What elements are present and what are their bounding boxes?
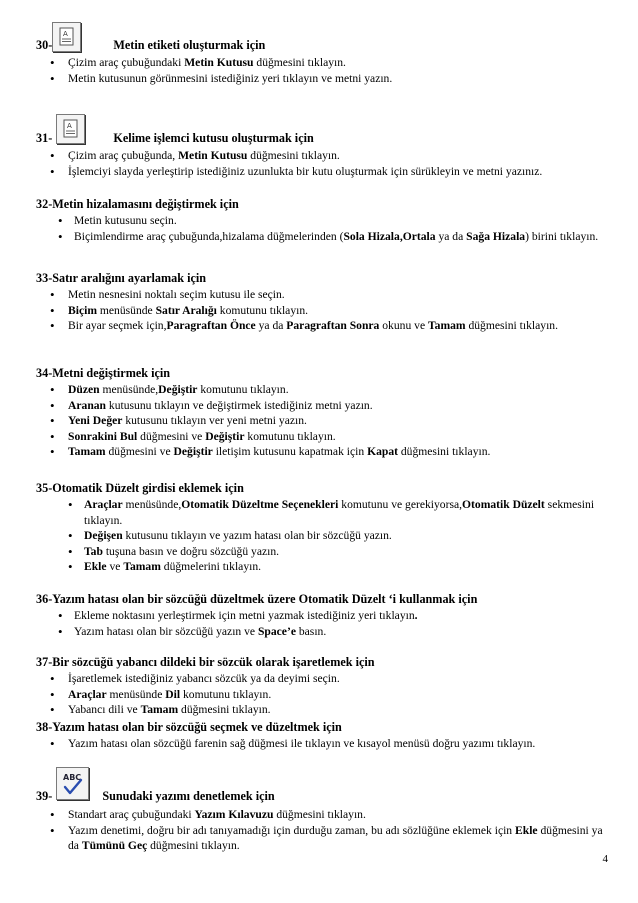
section-number: 30- (36, 38, 53, 52)
text-run: Metin kutusunu seçin. (74, 214, 177, 227)
list-item (36, 687, 608, 703)
step-list (36, 608, 608, 639)
text-run: komutunu ve gerekiyorsa, (338, 498, 463, 511)
list-item (36, 497, 608, 528)
text-run: Metin kutusunun görünmesini istediğiniz yeri tıklayın ve metni yazın. (68, 71, 393, 85)
section-title: Kelime işlemci kutusu oluşturmak için (113, 131, 314, 145)
text-run: menüsünde (106, 687, 166, 701)
step-list (36, 807, 608, 854)
bold-text: . (414, 609, 418, 622)
list-item (36, 413, 608, 429)
text-run: kutusunu tıklayın ve yazım hatası olan bir sözcüğü yazın. (122, 529, 392, 543)
section-title: 37-Bir sözcüğü yabancı dildeki bir sözcük olarak işaretlemek için (36, 655, 375, 669)
section-title: Metin etiketi oluşturmak için (113, 38, 266, 52)
section-title: 34-Metni değiştirmek için (36, 366, 171, 380)
text-run: Çizim araç çubuğundaki (68, 56, 185, 69)
bold-text: Otomatik Düzelt (462, 498, 545, 511)
bold-text: Ekle (515, 823, 538, 837)
text-run: menüsünde, (122, 498, 182, 511)
text-run: ya da (435, 229, 467, 243)
spelling-check-icon (56, 767, 89, 800)
bold-text: Sonrakini Bul (68, 429, 138, 443)
step-list (36, 287, 608, 334)
list-item (36, 55, 608, 71)
text-run: komutunu tıklayın. (180, 687, 272, 701)
section-title: 38-Yazım hatası olan bir sözcüğü seçmek ve düzeltmek için (36, 720, 342, 734)
list-item (36, 398, 608, 414)
text-run: Yazım denetimi, doğru bir adı tanıyamadığı için durduğu zaman, bu adı sözlüğüne eklemek için (68, 823, 516, 837)
bold-text: Biçim (68, 303, 97, 317)
text-run: komutunu tıklayın. (216, 303, 309, 317)
bold-text: Tamam (123, 560, 161, 574)
text-box-icon (56, 114, 85, 144)
bold-text: Paragraftan Önce (166, 319, 256, 333)
bold-text: Tamam (140, 703, 179, 717)
step-list (36, 213, 608, 244)
text-run: sekmesini tıklayın. (84, 498, 595, 527)
svg-text:A: A (67, 122, 72, 130)
text-run: ) birini tıklayın. (525, 229, 599, 243)
section-number: 31- (36, 131, 53, 145)
text-run: ya da (255, 319, 287, 333)
list-item (36, 318, 608, 334)
section-33 (36, 271, 608, 334)
list-item (36, 807, 608, 823)
list-item (36, 559, 608, 575)
text-run: düğmesini ve (105, 445, 174, 459)
section-heading (36, 131, 608, 146)
text-run: Standart araç çubuğundaki (68, 808, 195, 821)
bold-text: Araçlar (68, 687, 107, 701)
text-run: düğmesini tıklayın. (273, 808, 366, 821)
text-run: Yazım hatası olan sözcüğü farenin sağ düğmesi ile tıklayın ve kısayol menüsü doğru yazımı tıklayın. (68, 737, 536, 750)
text-run: iletişim kutusunu kapatmak için (212, 445, 368, 459)
bold-text: Değiştir (205, 429, 245, 443)
bold-text: Sağa Hizala (466, 229, 526, 243)
text-run: Ekleme noktasını yerleştirmek için metni yazmak istediğiniz yeri tıklayın (74, 609, 415, 622)
text-run: düğmesini tıklayın. (465, 319, 558, 333)
text-run: düğmesini tıklayın. (247, 149, 340, 162)
list-item (36, 608, 608, 624)
section-37 (36, 655, 608, 718)
text-run: tuşuna basın ve doğru sözcüğü yazın. (102, 544, 280, 558)
section-30 (36, 30, 608, 86)
step-list (36, 736, 608, 752)
bold-text: Yazım Kılavuzu (194, 808, 274, 821)
section-heading (36, 38, 608, 53)
section-31 (36, 122, 608, 179)
list-item (36, 287, 608, 303)
bold-text: Satır Aralığı (155, 303, 217, 317)
section-title: 33-Satır aralığını ayarlamak için (36, 271, 207, 285)
bold-text: Kapat (367, 445, 398, 459)
text-run: düğmesini ya da (68, 823, 603, 853)
text-box-icon (52, 22, 81, 52)
text-run: basın. (295, 624, 327, 638)
step-list (36, 382, 608, 460)
text-run: okunu ve (379, 319, 428, 333)
bold-text: Araçlar (84, 498, 123, 511)
step-list (36, 55, 608, 86)
text-run: İşaretlemek istediğiniz yabancı sözcük ya da deyimi seçin. (68, 672, 340, 685)
text-run: menüsünde (96, 303, 156, 317)
text-run: kutusunu tıklayın ver yeni metni yazın. (122, 414, 307, 428)
text-run: komutunu tıklayın. (244, 429, 336, 443)
section-32 (36, 197, 608, 244)
step-list (36, 497, 608, 575)
bold-text: Yeni Değer (68, 414, 123, 428)
section-title: 36-Yazım hatası olan bir sözcüğü düzeltmek üzere Otomatik Düzelt ‘i kullanmak için (36, 592, 478, 606)
list-item (36, 71, 608, 87)
text-run: Çizim araç çubuğunda, (68, 149, 179, 162)
text-run: Yazım hatası olan bir sözcüğü yazın ve (74, 624, 258, 638)
text-run: Yabancı dili ve (68, 703, 141, 717)
step-list (36, 671, 608, 718)
bold-text: Tab (84, 544, 103, 558)
list-item (36, 702, 608, 718)
section-title: Sunudaki yazımı denetlemek için (102, 789, 275, 803)
list-item (36, 671, 608, 687)
text-run: ve (106, 560, 124, 574)
bold-text: Tamam (427, 319, 466, 333)
text-run: düğmesini ve (137, 429, 206, 443)
list-item (36, 382, 608, 398)
section-36 (36, 592, 608, 639)
list-item (36, 823, 608, 854)
text-run: kutusunu tıklayın ve değiştirmek istediğiniz metni yazın. (106, 398, 373, 412)
text-run: düğmesini tıklayın. (397, 445, 491, 459)
bold-text: Tümünü Geç (81, 839, 148, 853)
text-run: düğmelerini tıklayın. (160, 560, 262, 574)
section-title: 35-Otomatik Düzelt girdisi eklemek için (36, 481, 244, 495)
text-run: düğmesini tıklayın. (147, 839, 240, 853)
bold-text: Düzen (68, 383, 100, 396)
step-list (36, 148, 608, 179)
text-run: menüsünde, (99, 383, 159, 396)
list-item (36, 528, 608, 544)
section-38 (36, 720, 608, 752)
bold-text: Otomatik Düzeltme Seçenekleri (181, 498, 339, 511)
list-item (36, 148, 608, 164)
text-run: İşlemciyi slayda yerleştirip istediğiniz uzunlukta bir kutu oluşturmak için sürükleyin ve metni yazınız. (68, 164, 543, 178)
bold-text: Dil (165, 687, 181, 701)
list-item (36, 544, 608, 560)
bold-text: Metin Kutusu (178, 149, 248, 162)
text-run: komutunu tıklayın. (197, 383, 289, 396)
bold-text: Sola Hizala,Ortala (343, 229, 436, 243)
section-number: 39- (36, 789, 53, 803)
svg-text:A: A (63, 30, 68, 38)
text-run: düğmesini tıklayın. (178, 703, 271, 717)
text-run: Metin nesnesini noktalı seçim kutusu ile seçin. (68, 288, 285, 301)
bold-text: Space’e (257, 624, 296, 638)
section-34 (36, 366, 608, 460)
section-39 (36, 773, 608, 854)
list-item (36, 429, 608, 445)
section-title: 32-Metin hizalamasını değiştirmek için (36, 197, 239, 211)
section-35 (36, 481, 608, 575)
list-item (36, 736, 608, 752)
bold-text: Paragraftan Sonra (286, 319, 380, 333)
bold-text: Metin Kutusu (184, 56, 254, 69)
list-item (36, 303, 608, 319)
bold-text: Değiştir (158, 383, 198, 396)
bold-text: Değiştir (173, 445, 213, 459)
text-run: düğmesini tıklayın. (253, 56, 346, 69)
list-item (36, 444, 608, 460)
list-item (36, 164, 608, 180)
list-item (36, 229, 608, 245)
text-run: Biçimlendirme araç çubuğunda,hizalama düğmelerinden ( (74, 229, 344, 243)
list-item (36, 624, 608, 640)
bold-text: Aranan (68, 398, 107, 412)
section-heading (36, 789, 608, 804)
spelling-check-icon-label: ABC (63, 773, 82, 782)
bold-text: Değişen (84, 529, 123, 543)
bold-text: Tamam (68, 445, 106, 459)
bold-text: Ekle (84, 560, 107, 574)
text-run: Bir ayar seçmek için, (68, 319, 167, 333)
page-number: 4 (602, 853, 608, 865)
list-item (36, 213, 608, 229)
